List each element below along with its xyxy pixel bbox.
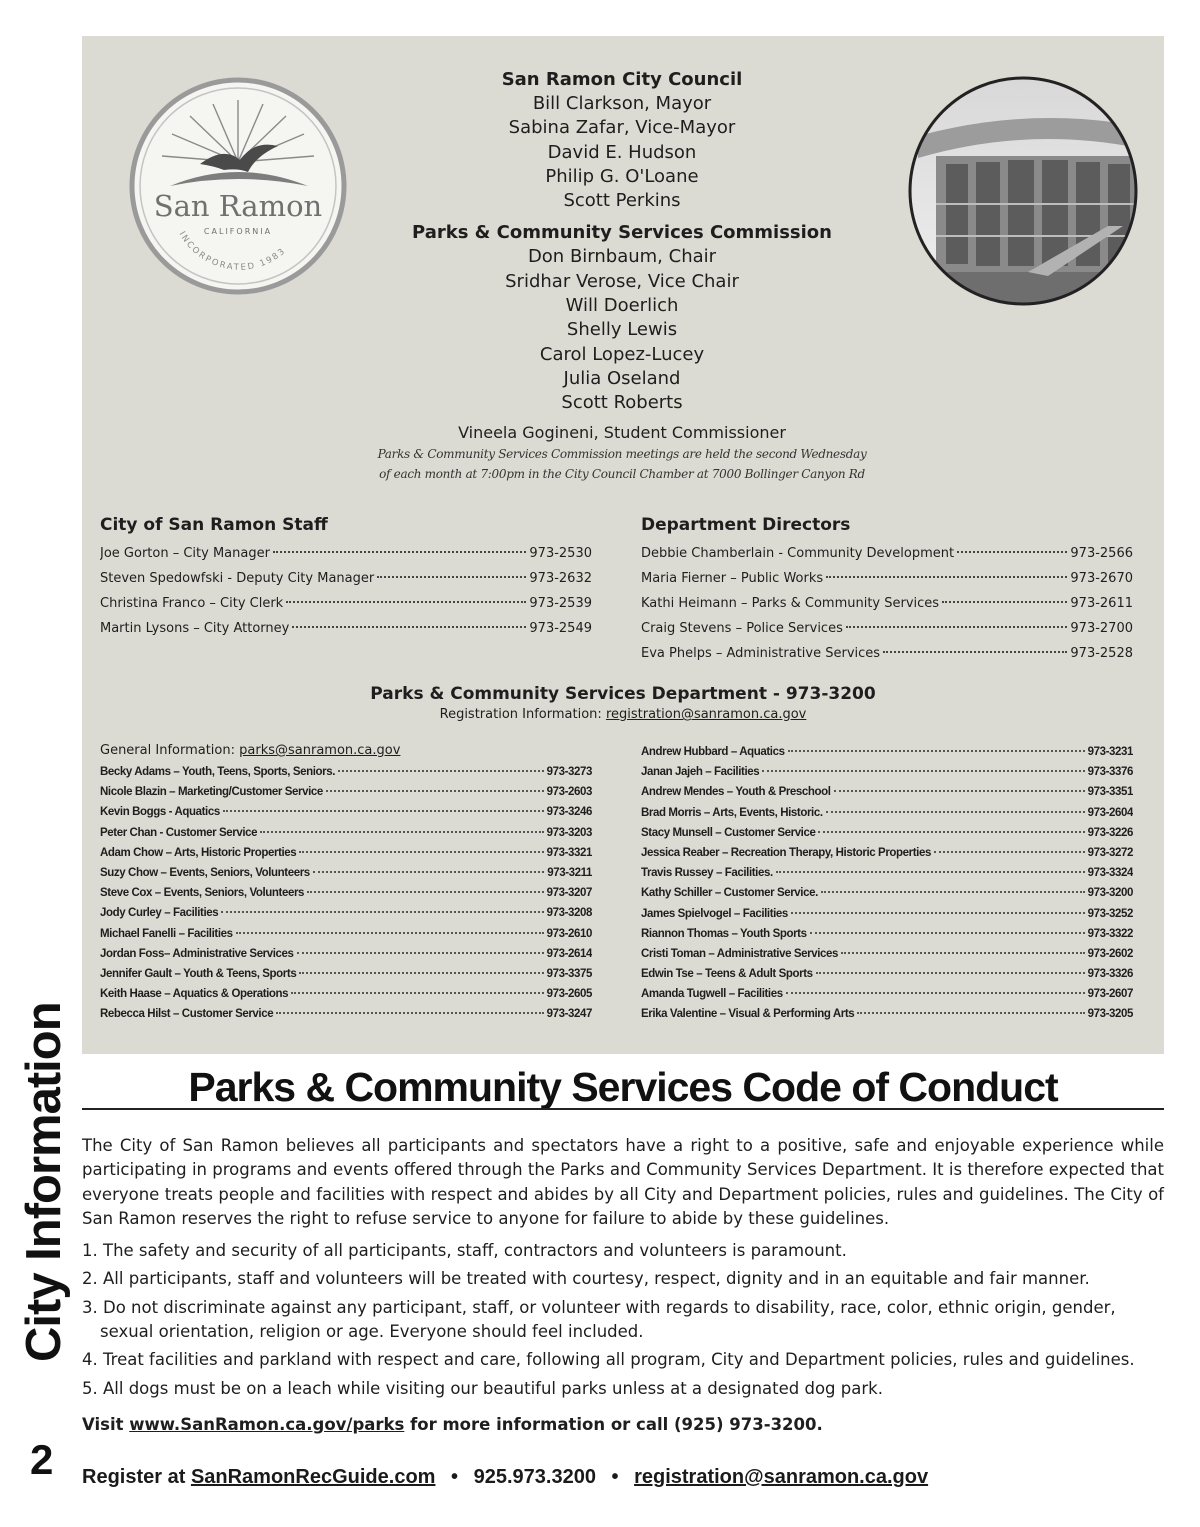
contact-name: Riannon Thomas – Youth Sports [641, 927, 807, 940]
dot-leader [286, 601, 526, 603]
director-phone: 973-2700 [1070, 621, 1133, 636]
dot-leader [776, 871, 1085, 873]
dot-leader [276, 1012, 543, 1014]
contact-name: Erika Valentine – Visual & Performing Arts [641, 1008, 855, 1021]
commission-member: Shelly Lewis [566, 319, 678, 341]
commission-member: Carol Lopez-Lucey [539, 343, 705, 365]
contact-phone: 973-3205 [1087, 1008, 1133, 1021]
spacer [322, 213, 922, 221]
contact-name: Jody Curley – Facilities [100, 907, 219, 920]
staff-name: Martin Lysons – City Attorney [100, 621, 290, 636]
contact-phone: 973-3208 [546, 907, 592, 920]
city-seal-logo [128, 76, 348, 296]
contact-name: Amanda Tugwell – Facilities [641, 988, 783, 1001]
staff-name: Christina Franco – City Clerk [100, 596, 284, 611]
meeting-note-line-2: of each month at 7:00pm in the City Council Chamber at 7000 Bollinger Canyon Rd [379, 466, 865, 481]
contact-phone: 973-3326 [1087, 968, 1133, 981]
contact-phone: 973-3207 [546, 887, 592, 900]
council-member: Sabina Zafar, Vice-Mayor [508, 117, 736, 139]
dot-leader [338, 770, 544, 772]
director-phone: 973-2528 [1070, 646, 1133, 661]
code-of-conduct-body [82, 1134, 1164, 1405]
title-rule-divider [82, 1108, 1164, 1110]
conduct-intro: The City of San Ramon believes all participants and spectators have a right to a positive, safe and enjoyable experience while participating in programs and events offered through the Parks and Community Services Department. It is therefore expected that everyone treats people and facilities with respect and abides by all City and Department policies, rules and guidelines. The City of San Ramon reserves the right to refuse service to anyone for failure to abide by these guidelines. [82, 1136, 1164, 1228]
rec-guide-site-link[interactable]: SanRamonRecGuide.com [190, 1466, 436, 1488]
seal-state-name: CALIFORNIA [203, 227, 273, 236]
contact-name: Jennifer Gault – Youth & Teens, Sports [100, 967, 297, 980]
contact-phone: 973-3272 [1087, 846, 1133, 859]
director-phone: 973-2566 [1070, 546, 1133, 561]
conduct-rule: 5. All dogs must be on a leach while visiting our beautiful parks unless at a designated dog park. [82, 1378, 883, 1398]
contact-name: Stacy Munsell – Customer Service [641, 826, 816, 839]
contact-row [100, 762, 592, 782]
contact-row [641, 863, 1133, 883]
dot-leader [260, 831, 543, 833]
dot-leader [786, 992, 1085, 994]
council-member: Philip G. O'Loane [545, 165, 699, 187]
conduct-rule: 3. Do not discriminate against any participant, staff, or volunteer with regards to disability, race, color, ethnic origin, gender, sexual orientation, religion or age. Everyone should feel included. [82, 1297, 1116, 1342]
contact-row [641, 904, 1133, 924]
dot-leader [326, 790, 544, 792]
contact-row [100, 984, 592, 1004]
contact-row [100, 944, 592, 964]
commission-member: Julia Oseland [563, 367, 681, 389]
contacts-right-list [641, 742, 1133, 1025]
commission-member: Sridhar Verose, Vice Chair [505, 270, 739, 292]
contact-name: Steve Cox – Events, Seniors, Volunteers [100, 887, 305, 900]
contact-name: Jessica Reaber – Recreation Therapy, Historic Properties [641, 846, 931, 859]
footer-separator: • [451, 1466, 459, 1488]
director-name: Maria Fierner – Public Works [641, 571, 824, 586]
student-commissioner: Vineela Gogineni, Student Commissioner [458, 422, 786, 442]
contact-name: Cristi Toman – Administrative Services [641, 947, 838, 960]
dot-leader [857, 1012, 1084, 1014]
department-header [82, 682, 1164, 724]
dot-leader [236, 932, 544, 934]
footer-email-link[interactable]: registration@sanramon.ca.gov [634, 1466, 929, 1488]
dot-leader [818, 831, 1084, 833]
director-row [641, 616, 1133, 641]
info-panel [82, 36, 1164, 1054]
council-member: David E. Hudson [547, 141, 697, 163]
contact-phone: 973-3200 [1087, 887, 1133, 900]
commission-member: Scott Roberts [561, 392, 683, 414]
dot-leader [942, 601, 1067, 603]
footer-prefix: Register at [82, 1466, 186, 1488]
contact-name: Michael Fanelli – Facilities [100, 927, 233, 940]
dot-leader [221, 911, 543, 913]
council-member: Scott Perkins [563, 190, 681, 212]
contact-row [641, 803, 1133, 823]
director-phone: 973-2611 [1070, 596, 1133, 611]
contact-phone: 973-3226 [1087, 826, 1133, 839]
contact-name: Andrew Hubbard – Aquatics [641, 746, 785, 758]
contact-row [641, 924, 1133, 944]
dot-leader [826, 811, 1085, 813]
contact-phone: 973-3246 [546, 806, 592, 819]
dot-leader [816, 972, 1085, 974]
visit-prefix: Visit [82, 1415, 124, 1434]
staff-phone: 973-2530 [529, 546, 592, 561]
staff-phone: 973-2539 [529, 596, 592, 611]
dot-leader [841, 952, 1085, 954]
contact-phone: 973-2602 [1087, 947, 1133, 960]
staff-row [100, 541, 592, 566]
dot-leader [788, 750, 1085, 752]
contact-name: Rebecca Hilst – Customer Service [100, 1008, 274, 1021]
dot-leader [883, 651, 1067, 653]
dot-leader [299, 972, 543, 974]
director-name: Craig Stevens – Police Services [641, 621, 843, 636]
footer-phone: 925.973.3200 [473, 1466, 596, 1488]
contact-row [100, 924, 592, 944]
contact-name: Kevin Boggs - Aquatics [100, 806, 220, 819]
director-row [641, 541, 1133, 566]
contact-phone: 973-3351 [1087, 786, 1133, 799]
contacts-right-column [641, 742, 1133, 1025]
contact-phone: 973-2614 [546, 947, 592, 960]
contact-phone: 973-2603 [546, 786, 592, 799]
director-row [641, 566, 1133, 591]
department-directors-section [641, 515, 1133, 666]
city-staff-title: City of San Ramon Staff [100, 515, 328, 535]
dot-leader [291, 992, 543, 994]
contact-row [100, 843, 592, 863]
contact-name: Kathy Schiller – Customer Service. [641, 887, 818, 900]
director-name: Eva Phelps – Administrative Services [641, 646, 881, 661]
visit-line [82, 1415, 823, 1434]
conduct-rules-list [82, 1239, 1164, 1401]
contact-name: Travis Russey – Facilities. [641, 867, 773, 880]
contact-phone: 973-2607 [1087, 988, 1133, 1001]
general-info [100, 740, 592, 762]
dot-leader [826, 576, 1067, 578]
contact-phone: 973-3376 [1087, 766, 1133, 779]
dot-leader [957, 551, 1067, 553]
staff-name: Steven Spedowfski - Deputy City Manager [100, 571, 375, 586]
contact-row [641, 843, 1133, 863]
contact-name: Edwin Tse – Teens & Adult Sports [641, 968, 813, 981]
dot-leader [223, 810, 544, 812]
dot-leader [934, 851, 1085, 853]
side-section-label: City Information [17, 1002, 71, 1363]
contact-phone: 973-2610 [546, 927, 592, 940]
registration-email-link[interactable]: registration@sanramon.ca.gov [605, 707, 807, 722]
dot-leader [846, 626, 1068, 628]
staff-row [100, 591, 592, 616]
commission-title: Parks & Community Services Commission [412, 222, 832, 244]
contact-phone: 973-3252 [1087, 907, 1133, 920]
director-name: Kathi Heimann – Parks & Community Services [641, 596, 940, 611]
director-row [641, 641, 1133, 666]
contact-phone: 973-3322 [1087, 927, 1133, 940]
contact-name: Keith Haase – Aquatics & Operations [100, 988, 289, 1001]
contact-row [100, 1004, 592, 1024]
contact-name: Peter Chan - Customer Service [100, 826, 258, 839]
seal-city-name: San Ramon [153, 189, 323, 223]
staff-row [100, 566, 592, 591]
contact-phone: 973-2604 [1087, 806, 1133, 819]
contact-name: Janan Jajeh – Facilities [641, 766, 760, 779]
building-photo [908, 76, 1138, 306]
contact-name: Becky Adams – Youth, Teens, Sports, Seniors. [100, 766, 336, 778]
seal-ring-path-text: INCORPORATED 1983 [176, 229, 289, 273]
council-member: Bill Clarkson, Mayor [532, 93, 712, 114]
contact-phone: 973-2605 [546, 988, 592, 1001]
visit-suffix: for more information or call (925) 973-3200. [410, 1415, 823, 1434]
city-staff-section [100, 515, 592, 641]
dot-leader [821, 891, 1085, 893]
contacts-left-column [100, 740, 592, 1024]
contact-name: Nicole Blazin – Marketing/Customer Service [100, 786, 323, 799]
staff-phone: 973-2549 [529, 621, 592, 636]
contact-row [100, 782, 592, 802]
contact-name: Brad Morris – Arts, Events, Historic. [641, 806, 823, 819]
footer-bar [82, 1466, 928, 1489]
footer-separator: • [611, 1466, 619, 1488]
contact-row [641, 762, 1133, 782]
staff-name: Joe Gorton – City Manager [100, 546, 270, 561]
contact-name: Andrew Mendes – Youth & Preschool [641, 786, 831, 799]
contact-row [641, 1004, 1133, 1024]
contact-row [641, 944, 1133, 964]
contact-phone: 973-3247 [546, 1008, 592, 1021]
contact-row [641, 823, 1133, 843]
directors-title: Department Directors [641, 515, 851, 535]
staff-row [100, 616, 592, 641]
department-title: Parks & Community Services Department - 973-3200 [370, 684, 876, 704]
dot-leader [313, 871, 544, 873]
dot-leader [810, 932, 1085, 934]
registration-info [82, 706, 1164, 724]
contact-row [100, 802, 592, 822]
contact-phone: 973-3203 [546, 826, 592, 839]
commission-member: Will Doerlich [565, 295, 679, 317]
dot-leader [299, 851, 543, 853]
contact-row [641, 782, 1133, 802]
director-row [641, 591, 1133, 616]
contact-phone: 973-3375 [546, 967, 592, 980]
parks-website-link[interactable]: www.SanRamon.ca.gov/parks [129, 1415, 405, 1434]
dot-leader [292, 626, 526, 628]
meeting-note-line-1: Parks & Community Services Commission meetings are held the second Wednesday [377, 446, 867, 461]
dot-leader [297, 952, 544, 954]
contact-row [641, 742, 1133, 762]
contacts-left-list [100, 762, 592, 1024]
general-info-label: General Information: [100, 743, 235, 758]
contact-phone: 973-3273 [546, 766, 592, 778]
contact-name: Suzy Chow – Events, Seniors, Volunteers [100, 866, 310, 879]
dot-leader [834, 790, 1085, 792]
director-phone: 973-2670 [1070, 571, 1133, 586]
contact-row [641, 883, 1133, 903]
contact-name: Jordan Foss– Administrative Services [100, 947, 294, 960]
council-list [322, 68, 922, 484]
contact-row [100, 964, 592, 984]
contact-row [100, 823, 592, 843]
commission-member: Don Birnbaum, Chair [527, 246, 717, 268]
contact-name: James Spielvogel – Facilities [641, 907, 788, 920]
contact-row [100, 863, 592, 883]
dot-leader [377, 576, 526, 578]
contact-phone: 973-3231 [1087, 746, 1133, 758]
staff-phone: 973-2632 [529, 571, 592, 586]
dot-leader [791, 912, 1085, 914]
contact-row [100, 903, 592, 923]
contact-row [641, 964, 1133, 984]
contact-phone: 973-3321 [546, 846, 592, 859]
dot-leader [307, 891, 544, 893]
conduct-rule: 2. All participants, staff and volunteers will be treated with courtesy, respect, dignity and in an equitable and fair manner. [82, 1269, 1090, 1289]
registration-label: Registration Information: [439, 707, 602, 722]
council-title: San Ramon City Council [501, 69, 743, 90]
page-number: 2 [30, 1436, 54, 1483]
code-of-conduct-title: Parks & Community Services Code of Conduct [188, 1064, 1058, 1110]
contact-phone: 973-3324 [1087, 867, 1133, 880]
contact-row [641, 984, 1133, 1004]
contact-row [100, 883, 592, 903]
conduct-rule: 1. The safety and security of all participants, staff, contractors and volunteers is paramount. [82, 1241, 847, 1261]
conduct-rule: 4. Treat facilities and parkland with respect and care, following all program, City and Department policies, rules and guidelines. [82, 1350, 1135, 1370]
contact-name: Adam Chow – Arts, Historic Properties [100, 846, 297, 859]
contact-phone: 973-3211 [547, 866, 592, 879]
general-info-email-link[interactable]: parks@sanramon.ca.gov [239, 743, 401, 758]
director-name: Debbie Chamberlain - Community Development [641, 546, 955, 561]
dot-leader [762, 770, 1084, 772]
dot-leader [273, 551, 526, 553]
